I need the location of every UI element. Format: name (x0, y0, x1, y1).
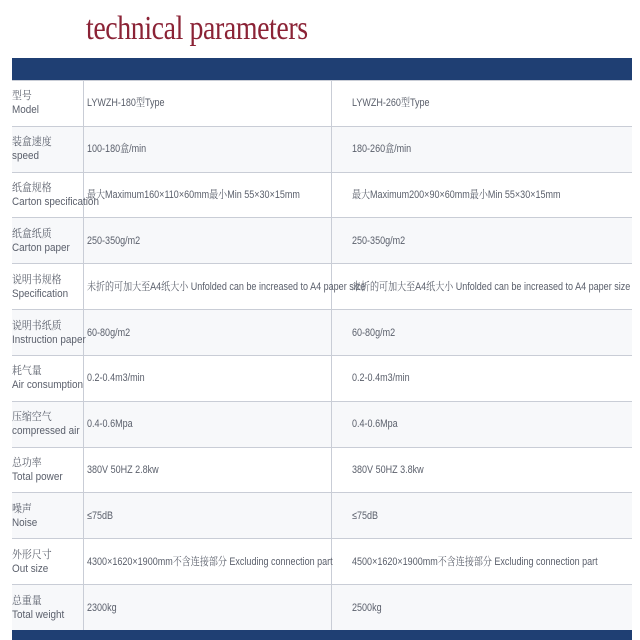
value-model-260: 180-260盒/min (352, 143, 412, 156)
label-english: compressed air (12, 425, 80, 438)
row-label (12, 448, 84, 493)
row-label (12, 310, 84, 355)
label-chinese: 压缩空气 (12, 411, 52, 424)
value-model-260: ≤75dB (352, 509, 379, 522)
label-english: Carton paper (12, 241, 70, 254)
value-model-180: 0.2-0.4m3/min (84, 356, 332, 401)
label-english: Instruction paper (12, 333, 86, 346)
label-english: Total power (12, 471, 63, 484)
table-row (12, 448, 632, 494)
value-model-180: 250-350g/m2 (84, 218, 332, 263)
row-label (12, 493, 84, 538)
value-model-260: 0.2-0.4m3/min (352, 372, 410, 385)
value-model-260: 250-350g/m2 (352, 234, 406, 247)
label-english: Noise (12, 516, 38, 529)
table-row (12, 127, 632, 173)
row-label (12, 402, 84, 447)
row-label (12, 356, 84, 401)
value-model-180: LYWZH-180型Type (84, 81, 332, 126)
label-chinese: 说明书规格 (12, 273, 62, 286)
label-chinese: 装盒速度 (12, 136, 52, 149)
row-label (12, 264, 84, 309)
label-chinese: 纸盒规格 (12, 182, 52, 195)
label-chinese: 外形尺寸 (12, 548, 52, 561)
label-chinese: 型号 (12, 90, 32, 103)
row-label (12, 81, 84, 126)
value-model-180: 4300×1620×1900mm不含连接部分 Excluding connection part (84, 539, 332, 584)
value-model-260: 60-80g/m2 (352, 326, 396, 339)
value-model-180: 2300kg (84, 585, 332, 630)
value-model-260: LYWZH-260型Type (352, 97, 430, 110)
table-row (12, 310, 632, 356)
table-row (12, 218, 632, 264)
value-model-180: 380V 50HZ 2.8kw (84, 448, 332, 493)
value-model-180: 100-180盒/min (84, 127, 332, 172)
label-chinese: 说明书纸质 (12, 319, 62, 332)
value-model-180: 0.4-0.6Mpa (84, 402, 332, 447)
table-row (12, 264, 632, 310)
table-row (12, 173, 632, 219)
row-label (12, 173, 99, 218)
table-row (12, 81, 632, 127)
value-model-260: 4500×1620×1900mm不含连接部分 Excluding connection part (352, 555, 598, 568)
table-row (12, 585, 632, 631)
table-header-bar (12, 58, 632, 80)
label-english: Specification (12, 287, 69, 300)
table-row (12, 493, 632, 539)
label-chinese: 纸盒纸质 (12, 227, 52, 240)
label-chinese: 总重量 (12, 594, 42, 607)
value-model-180: ≤75dB (84, 493, 332, 538)
label-english: Total weight (12, 608, 65, 621)
row-label (12, 127, 84, 172)
page-title: technical parameters (86, 10, 308, 47)
row-label (12, 218, 84, 263)
parameters-table (12, 80, 632, 631)
value-model-260: 0.4-0.6Mpa (352, 418, 398, 431)
label-english: Out size (12, 562, 49, 575)
table-row (12, 539, 632, 585)
table-footer-bar (12, 630, 632, 640)
row-label (12, 539, 84, 584)
label-english: Model (12, 104, 39, 117)
value-model-260: 未折的可加大至A4纸大小 Unfolded can be increased to A4 paper size (352, 280, 631, 293)
label-english: Air consumption (12, 379, 83, 392)
label-chinese: 噪声 (12, 502, 32, 515)
label-english: Carton specification (12, 196, 99, 209)
label-chinese: 耗气量 (12, 365, 42, 378)
row-label (12, 585, 84, 630)
table-row (12, 356, 632, 402)
value-model-260: 最大Maximum200×90×60mm最小Min 55×30×15mm (352, 189, 561, 202)
value-model-260: 2500kg (352, 601, 382, 614)
value-model-180: 最大Maximum160×110×60mm最小Min 55×30×15mm (84, 173, 332, 218)
value-model-180: 60-80g/m2 (84, 310, 332, 355)
value-model-260: 380V 50HZ 3.8kw (352, 464, 424, 477)
label-english: speed (12, 150, 39, 163)
table-row (12, 402, 632, 448)
label-chinese: 总功率 (12, 457, 42, 470)
value-model-180: 未折的可加大至A4纸大小 Unfolded can be increased to A4 paper size (84, 264, 332, 309)
